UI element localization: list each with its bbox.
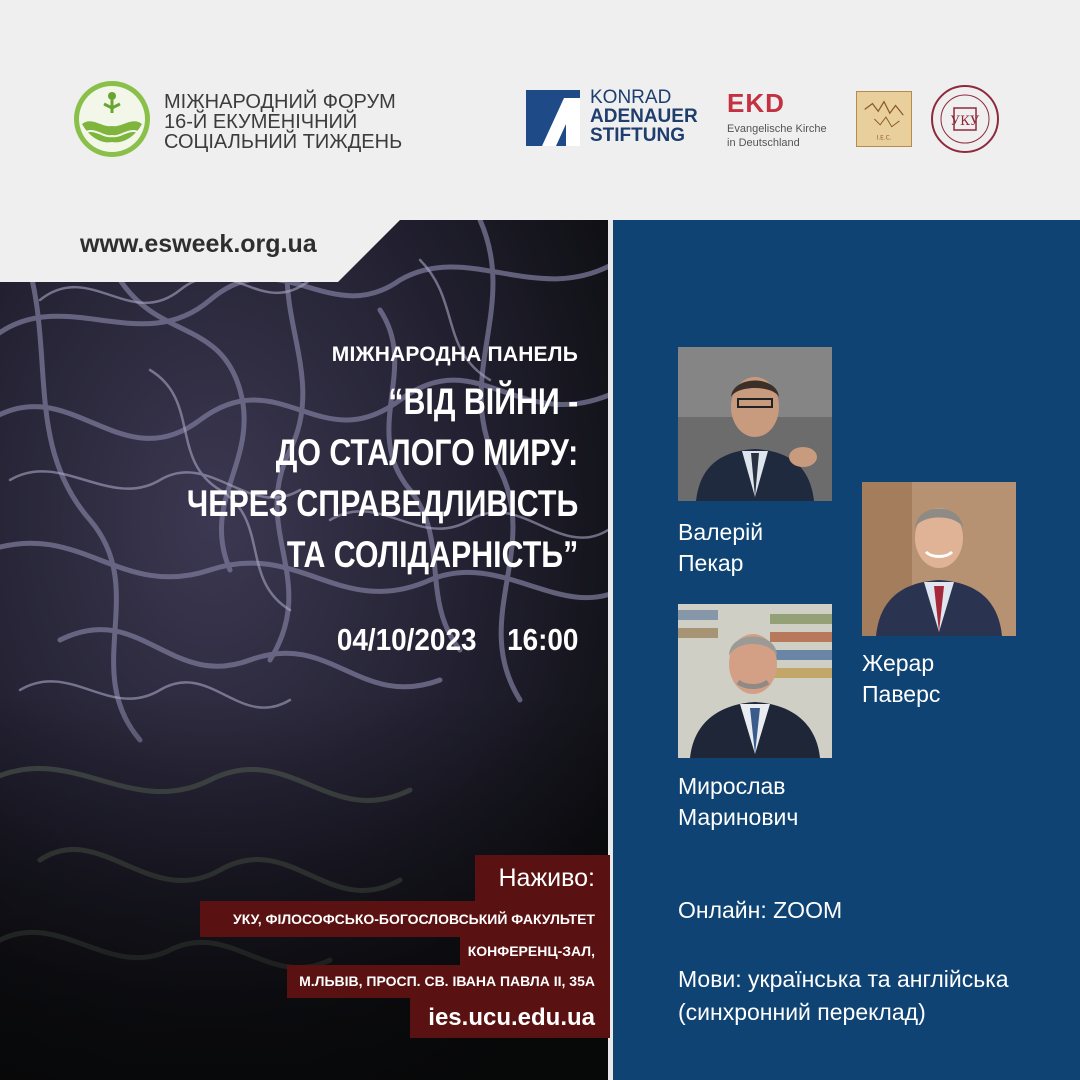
forum-title-line: 16-Й ЕКУМЕНІЧНИЙ <box>164 111 358 133</box>
ucu-logo-label: УКУ <box>950 114 980 129</box>
kas-mark-icon <box>526 90 580 146</box>
kas-line: ADENAUER <box>590 106 698 127</box>
forum-title <box>164 92 402 152</box>
headline-line: “ВІД ВІЙНИ - <box>388 381 578 422</box>
live-label: Наживо: <box>475 855 610 901</box>
speaker-name-pekar <box>678 517 763 579</box>
ucu-logo-icon <box>930 84 1000 154</box>
kas-text <box>590 88 698 145</box>
kas-line: KONRAD <box>590 87 672 108</box>
headline-line: ДО СТАЛОГО МИРУ: <box>275 432 578 473</box>
ekd-line: Evangelische Kirche <box>727 123 827 135</box>
languages-info <box>678 963 1009 1029</box>
speaker-last-name: Паверс <box>862 681 941 707</box>
forum-title-line: МІЖНАРОДНИЙ ФОРУМ <box>164 91 396 113</box>
ekd-subtitle <box>727 122 847 150</box>
event-datetime <box>336 622 578 658</box>
ies-logo-label: І.Е.С. <box>876 135 892 142</box>
headline-line: ЧЕРЕЗ СПРАВЕДЛИВІСТЬ <box>186 483 578 524</box>
forum-logo-icon <box>72 80 152 158</box>
live-venue-line: УКУ, ФІЛОСОФСЬКО-БОГОСЛОВСЬКИЙ ФАКУЛЬТЕТ <box>200 901 610 937</box>
speaker-name-powers <box>862 648 940 710</box>
ekd-logo-text: EKD <box>727 88 785 118</box>
speaker-photo-pekar <box>678 347 832 501</box>
speaker-photo-powers <box>862 482 1016 636</box>
kas-logo <box>526 87 716 148</box>
speaker-photo-marynovych <box>678 604 832 758</box>
languages-line: (синхронний переклад) <box>678 999 926 1025</box>
website-link[interactable]: www.esweek.org.ua <box>80 230 317 258</box>
panel-eyebrow: МІЖНАРОДНА ПАНЕЛЬ <box>331 343 578 366</box>
speaker-first-name: Жерар <box>862 650 935 676</box>
live-website-link[interactable]: ies.ucu.edu.ua <box>410 998 610 1038</box>
headline-line: ТА СОЛІДАРНІСТЬ” <box>286 534 578 575</box>
panel-title <box>101 342 578 580</box>
speaker-first-name: Мирослав <box>678 773 786 799</box>
ekd-line: in Deutschland <box>727 137 800 149</box>
speaker-portrait-icon <box>678 604 832 758</box>
ies-logo-icon <box>856 91 912 147</box>
speaker-last-name: Пекар <box>678 550 744 576</box>
kas-line: STIFTUNG <box>590 125 685 146</box>
speaker-last-name: Маринович <box>678 804 799 830</box>
online-info: Онлайн: ZOOM <box>678 897 843 923</box>
event-time: 16:00 <box>506 622 578 657</box>
forum-title-line: СОЦІАЛЬНИЙ ТИЖДЕНЬ <box>164 131 403 153</box>
event-date: 04/10/2023 <box>336 622 477 657</box>
languages-line: Мови: українська та англійська <box>678 966 1009 992</box>
live-venue-line: КОНФЕРЕНЦ-ЗАЛ, <box>460 937 610 965</box>
live-venue-line: М.ЛЬВІВ, ПРОСП. СВ. ІВАНА ПАВЛА ІІ, 35А <box>287 965 610 998</box>
ekd-logo <box>727 90 847 150</box>
speaker-name-marynovych <box>678 771 798 833</box>
speaker-first-name: Валерій <box>678 519 764 545</box>
panel-headline <box>187 376 578 580</box>
speaker-portrait-icon <box>678 347 832 501</box>
speaker-portrait-icon <box>862 482 1016 636</box>
